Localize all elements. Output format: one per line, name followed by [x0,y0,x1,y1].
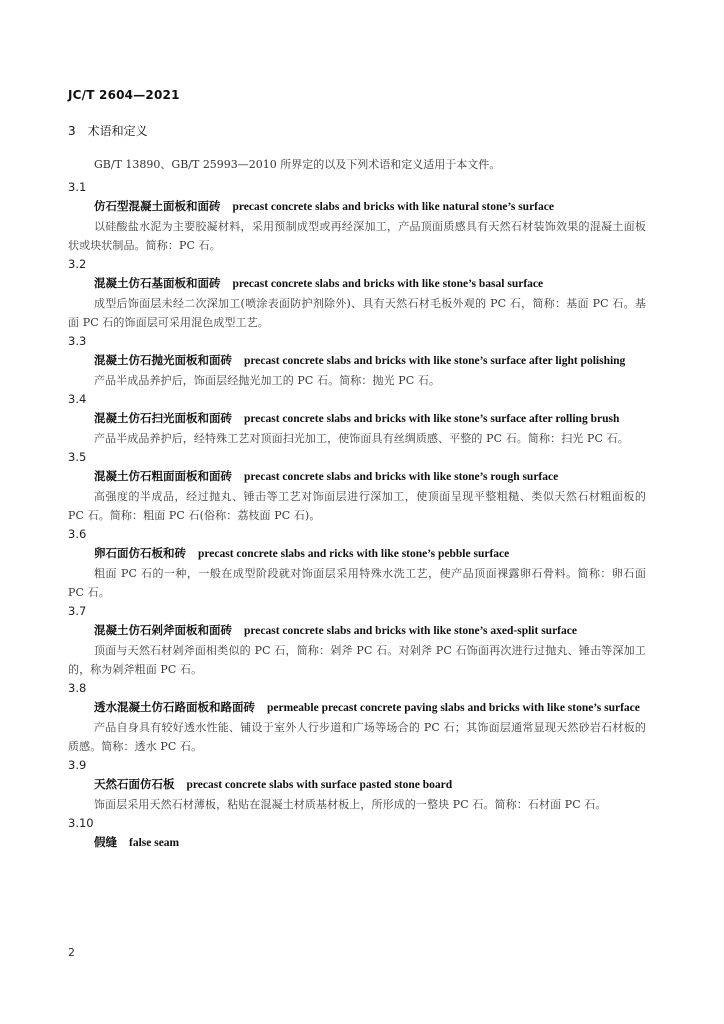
term-title-en: precast concrete slabs and bricks with like stone’s surface after rolling brush [244,413,620,425]
term-title [68,621,646,641]
term-definition: 产品半成品养护后，饰面层经抛光加工的 PC 石。简称：抛光 PC 石。 [94,374,441,387]
term-title [68,775,646,795]
term-title-zh: 混凝土仿石粗面面板和面砖 [94,469,232,483]
term-definition: 顶面与天然石材剁斧面相类似的 PC 石，简称：剁斧 PC 石。对剁斧 PC 石饰面再次进行过抛丸、锤击等深加工的，称为剁斧粗面 PC 石。 [68,644,646,676]
term-number: 3.5 [68,450,87,464]
term-number: 3.7 [68,604,87,618]
term-definition: 粗面 PC 石的一种，一般在成型阶段就对饰面层采用特殊水洗工艺，使产品顶面裸露卵石骨料。简称：卵石面 PC 石。 [68,567,646,599]
term-entry [68,756,646,814]
term-title [68,698,646,718]
term-title-en: precast concrete slabs and bricks with like stone’s rough surface [244,471,559,483]
term-number: 3.8 [68,681,87,695]
term-number: 3.10 [68,816,94,830]
term-list [68,178,646,853]
term-number: 3.9 [68,758,87,772]
term-title-zh: 仿石型混凝土面板和面砖 [94,199,221,213]
term-title-zh: 天然石面仿石板 [94,777,175,791]
term-title-en: precast concrete slabs and bricks with like stone’s surface after light polishing [244,355,626,367]
term-title [68,274,646,294]
term-number: 3.3 [68,334,87,348]
term-definition: 以硅酸盐水泥为主要胶凝材料，采用预制成型或再经深加工，产品顶面质感具有天然石材装饰效果的混凝土面板状或块状制品。简称：PC 石。 [68,220,646,252]
section-number: 3 [68,124,76,138]
term-title [68,197,646,217]
term-title-en: precast concrete slabs and bricks with like natural stone’s surface [232,201,554,213]
term-entry [68,178,646,255]
section-heading [68,122,148,139]
term-title-en: permeable precast concrete paving slabs and bricks with like stone’s surface [267,702,640,714]
term-title [68,351,646,371]
term-title [68,833,646,853]
term-number: 3.1 [68,180,87,194]
term-entry [68,814,646,853]
term-title [68,409,646,429]
term-definition: 成型后饰面层未经二次深加工(喷涂表面防护剂除外)、具有天然石材毛板外观的 PC 石，简称：基面 PC 石。基面 PC 石的饰面层可采用混色成型工艺。 [68,297,646,329]
term-entry [68,679,646,756]
term-title-zh: 混凝土仿石剁斧面板和面砖 [94,623,232,637]
term-title-zh: 透水混凝土仿石路面板和路面砖 [94,700,255,714]
term-title-en: precast concrete slabs and bricks with like stone’s basal surface [232,278,544,290]
term-definition: 产品自身具有较好透水性能、铺设于室外人行步道和广场等场合的 PC 石；其饰面层通常显现天然砂岩石材板的质感。简称：透水 PC 石。 [68,721,646,753]
term-number: 3.2 [68,257,87,271]
term-title-zh: 卵石面仿石板和砖 [94,546,186,560]
term-entry [68,602,646,679]
term-title-en: precast concrete slabs with surface pasted stone board [186,779,453,791]
term-entry [68,448,646,525]
term-title-en: precast concrete slabs and ricks with like stone’s pebble surface [198,548,510,560]
section-title: 术语和定义 [87,124,148,138]
term-entry [68,390,646,448]
term-entry [68,525,646,602]
term-definition: 高强度的半成品，经过抛丸、锤击等工艺对饰面层进行深加工，使顶面呈现平整粗糙、类似天然石材粗面板的 PC 石。简称：粗面 PC 石(俗称：荔枝面 PC 石)。 [68,490,646,522]
term-definition: 饰面层采用天然石材薄板，粘贴在混凝土材质基材板上，所形成的一整块 PC 石。简称：石材面 PC 石。 [94,798,607,811]
term-title-en: false seam [129,837,180,849]
term-title [68,544,646,564]
term-number: 3.4 [68,392,87,406]
standard-code: JC/T 2604—2021 [68,88,180,102]
term-title-zh: 混凝土仿石基面板和面砖 [94,276,221,290]
term-entry [68,332,646,390]
term-title-zh: 混凝土仿石扫光面板和面砖 [94,411,232,425]
term-title [68,467,646,487]
term-definition: 产品半成品养护后，经特殊工艺对顶面扫光加工，使饰面具有丝绸质感、平整的 PC 石。简称：扫光 PC 石。 [94,432,629,445]
term-number: 3.6 [68,527,87,541]
term-title-zh: 混凝土仿石抛光面板和面砖 [94,353,232,367]
term-title-en: precast concrete slabs and bricks with like stone’s axed-split surface [244,625,577,637]
page-number: 2 [68,946,75,959]
term-entry [68,255,646,332]
intro-paragraph: GB/T 13890、GB/T 25993—2010 所界定的以及下列术语和定义适用于本文件。 [94,158,501,171]
term-title-zh: 假缝 [94,835,117,849]
